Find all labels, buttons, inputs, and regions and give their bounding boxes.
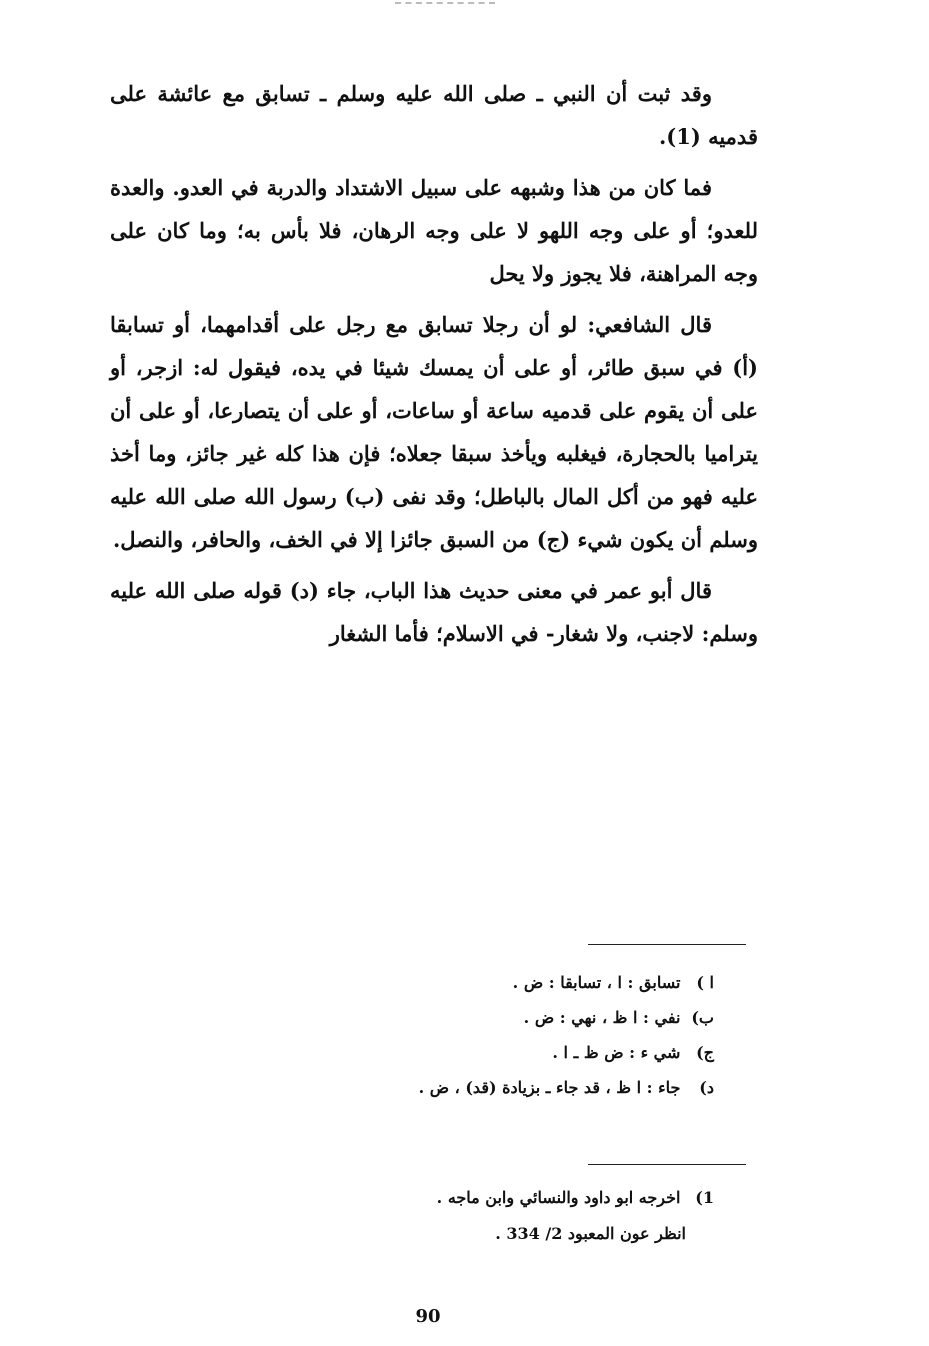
footnote-divider-sources	[588, 1164, 746, 1165]
paragraph-4: قال أبو عمر في معنى حديث هذا الباب، جاء (د) قوله صلى الله عليه وسلم: لاجنب، ولا شغار- في الاسلام؛ فأما الشغار	[110, 578, 758, 646]
paragraph-3: قال الشافعي: لو أن رجلا تسابق مع رجل على أقدامهما، أو تسابقا (أ) في سبق طائر، أو على أن يمسك شيئا في يده، فيقول له: ازجر، أو على أن يقوم على قدميه ساعة أو ساعات، أو على أن يتصارعا، أو على أن يتراميا بالحجارة، فيغلبه ويأخذ سبقا جعلاه؛ فإن هذا كله غير جائز، وما أخذ عليه فهو من أكل المال بالباطل؛ وقد نفى (ب) رسول الله صلى الله عليه وسلم أن يكون شيء (ج) من السبق جائزا إلا في الخف، والحافر، والنصل.	[110, 312, 758, 552]
footnote-text: شي ء : ض ظ ـ ا .	[552, 1043, 681, 1062]
footnote-key: د)	[699, 1078, 714, 1097]
footnote-item	[419, 1000, 714, 1035]
variant-footnotes	[419, 965, 714, 1105]
footnote-continuation: انظر عون المعبود 2/ 334 .	[495, 1224, 686, 1243]
paragraph-1: وقد ثبت أن النبي ـ صلى الله عليه وسلم ـ تسابق مع عائشة على قدميه (1).	[110, 81, 758, 149]
footnote-key: ب)	[691, 1008, 714, 1027]
footnote-text: تسابق : ا ، تسابقا : ض .	[512, 973, 681, 992]
footnote-divider-variants	[588, 944, 746, 945]
paragraph-2: فما كان من هذا وشبهه على سبيل الاشتداد والدربة في العدو. والعدة للعدو؛ أو على وجه اللهو لا على وجه الرهان، فلا بأس به؛ وما كان على وجه المراهنة، فلا يجوز ولا يحل	[110, 175, 758, 286]
source-footnotes	[437, 1180, 714, 1252]
footnote-item	[419, 1035, 714, 1070]
footnote-text: نفي : ا ظ ، نهي : ض .	[523, 1008, 681, 1027]
footnote-key: 1)	[695, 1188, 714, 1207]
scan-edge-mark	[395, 2, 495, 8]
footnote-key: ج)	[696, 1043, 714, 1062]
footnote-text: جاء : ا ظ ، قد جاء ـ بزيادة (قد) ، ض .	[418, 1078, 681, 1097]
footnote-item	[437, 1180, 714, 1216]
main-text-block	[110, 72, 758, 663]
footnote-key: ا )	[696, 973, 714, 992]
page-number: 90	[415, 1306, 441, 1327]
footnote-item	[419, 965, 714, 1000]
footnote-item	[419, 1070, 714, 1105]
footnote-text: اخرجه ابو داود والنسائي وابن ماجه .	[436, 1188, 681, 1207]
